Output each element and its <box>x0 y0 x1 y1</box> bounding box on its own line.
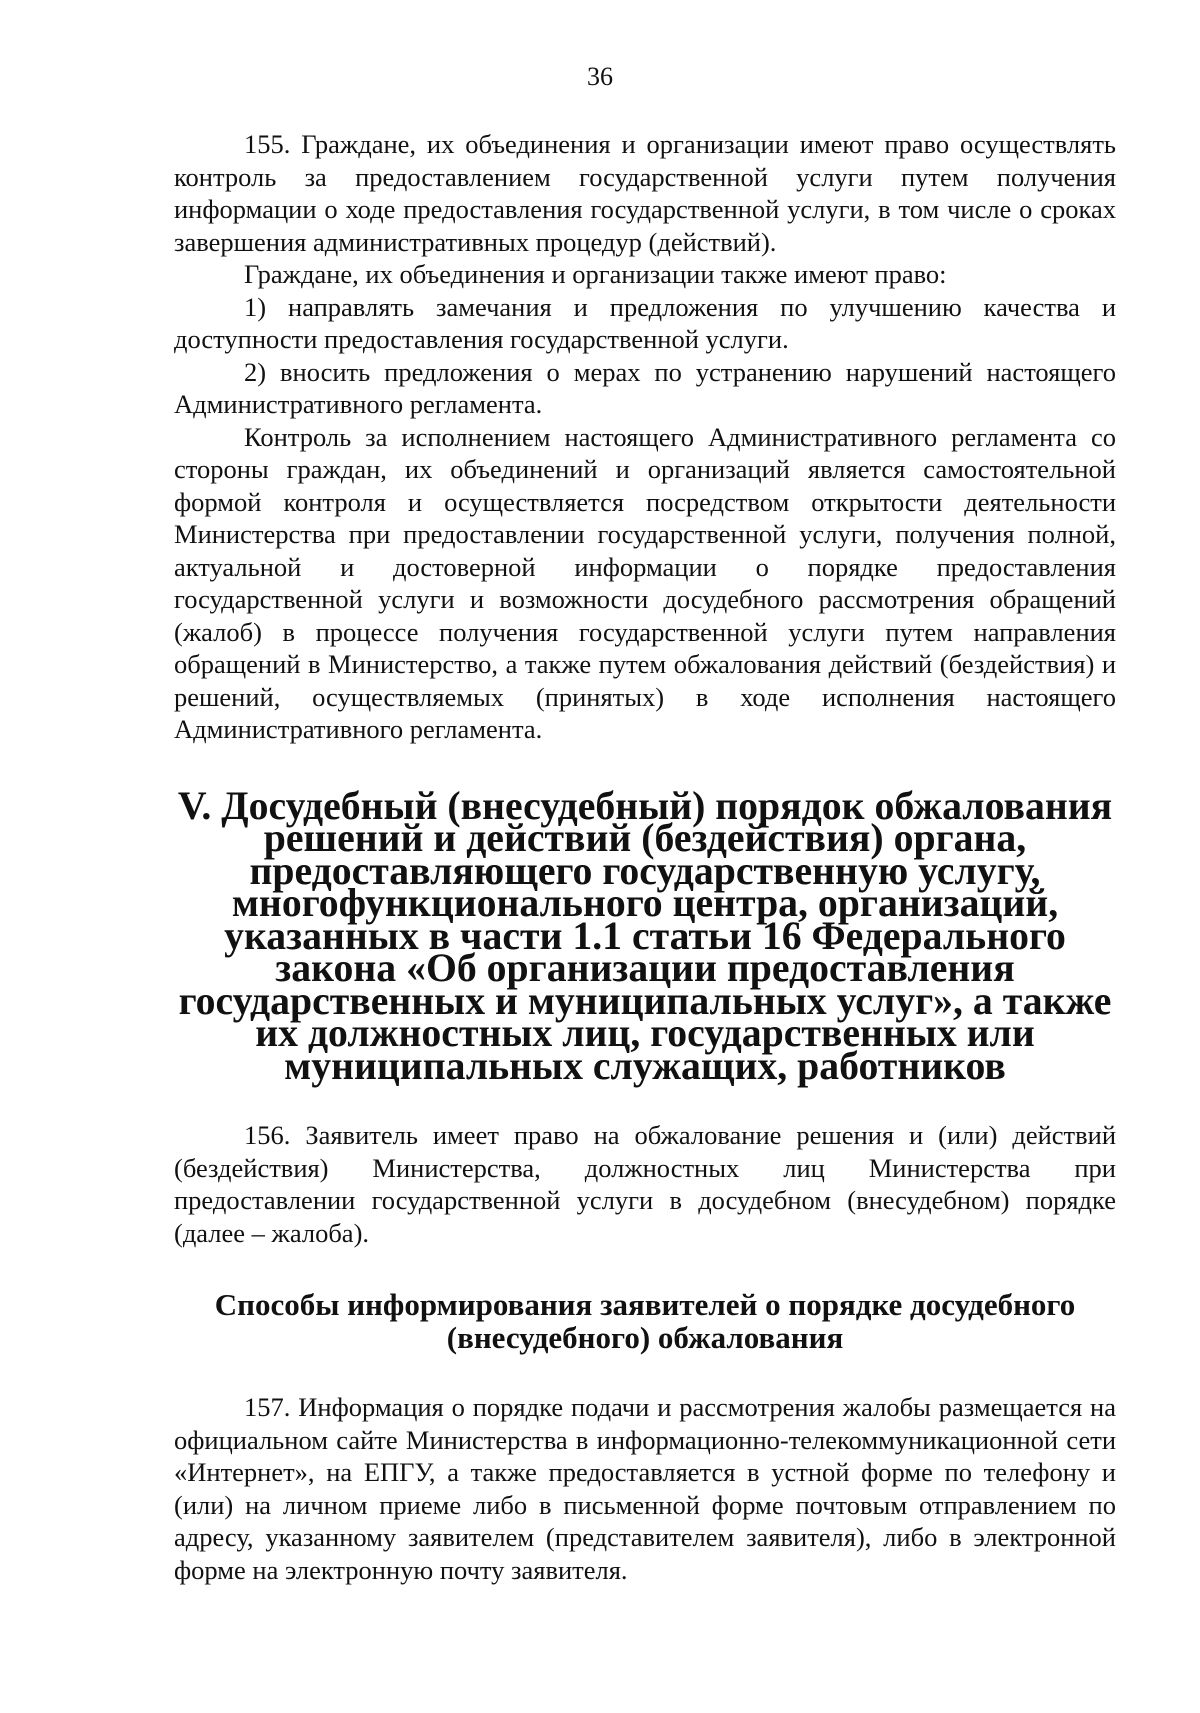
paragraph-control: Контроль за исполнением настоящего Административного регламента со стороны граждан, их объединений и организаций является самостоятельной формой контроля и осуществляется посредством открытости деятельности Министерства при предоставлении государственной услуги, получения полной, актуальной и достоверной информации о порядке предоставления государственной услуги и возможности досудебного рассмотрения обращений (жалоб) в процессе получения государственной услуги путем направления обращений в Министерство, а также путем обжалования действий (бездействия) и решений, осуществляемых (принятых) в ходе исполнения настоящего Административного регламента. <box>174 421 1116 744</box>
paragraph-right-2: 2) вносить предложения о мерах по устранению нарушений настоящего Административного регламента. <box>174 356 1116 419</box>
paragraph-155: 155. Граждане, их объединения и организации имеют право осуществлять контроль за предоставлением государственной услуги путем получения информации о ходе предоставления государственной услуги, в том числе о сроках завершения административных процедур (действий). <box>174 129 1116 257</box>
information-methods-heading: Способы информирования заявителей о порядке досудебного (внесудебного) обжалования <box>214 1287 1076 1355</box>
page-number: 36 <box>587 62 613 91</box>
paragraph-156: 156. Заявитель имеет право на обжалование решения и (или) действий (бездействия) Министерства, должностных лиц Министерства при предоставлении государственной услуги в досудебном (внесудебном) порядке (далее – жалоба). <box>174 1120 1116 1248</box>
document-body <box>174 128 1116 1586</box>
paragraph-right-1: 1) направлять замечания и предложения по улучшению качества и доступности предоставления государственной услуги. <box>174 291 1116 354</box>
section-v-heading: V. Досудебный (внесудебный) порядок обжалования решений и действий (бездействия) органа, предоставляющего государственную услугу, многофункционального центра, организаций, указанных в части 1.1 статьи 16 Федерального закона «Об организации предоставления государственных и муниципальных услуг», а также их должностных лиц, государственных или муниципальных служащих, работников <box>177 783 1113 1088</box>
paragraph-157: 157. Информация о порядке подачи и рассмотрения жалобы размещается на официальном сайте Министерства в информационно-телекоммуникационной сети «Интернет», на ЕПГУ, а также предоставляется в устной форме по телефону и (или) на личном приеме либо в письменной форме почтовым отправлением по адресу, указанному заявителем (представителем заявителя), либо в электронной форме на электронную почту заявителя. <box>174 1392 1116 1585</box>
paragraph-rights-intro: Граждане, их объединения и организации также имеют право: <box>244 259 947 289</box>
